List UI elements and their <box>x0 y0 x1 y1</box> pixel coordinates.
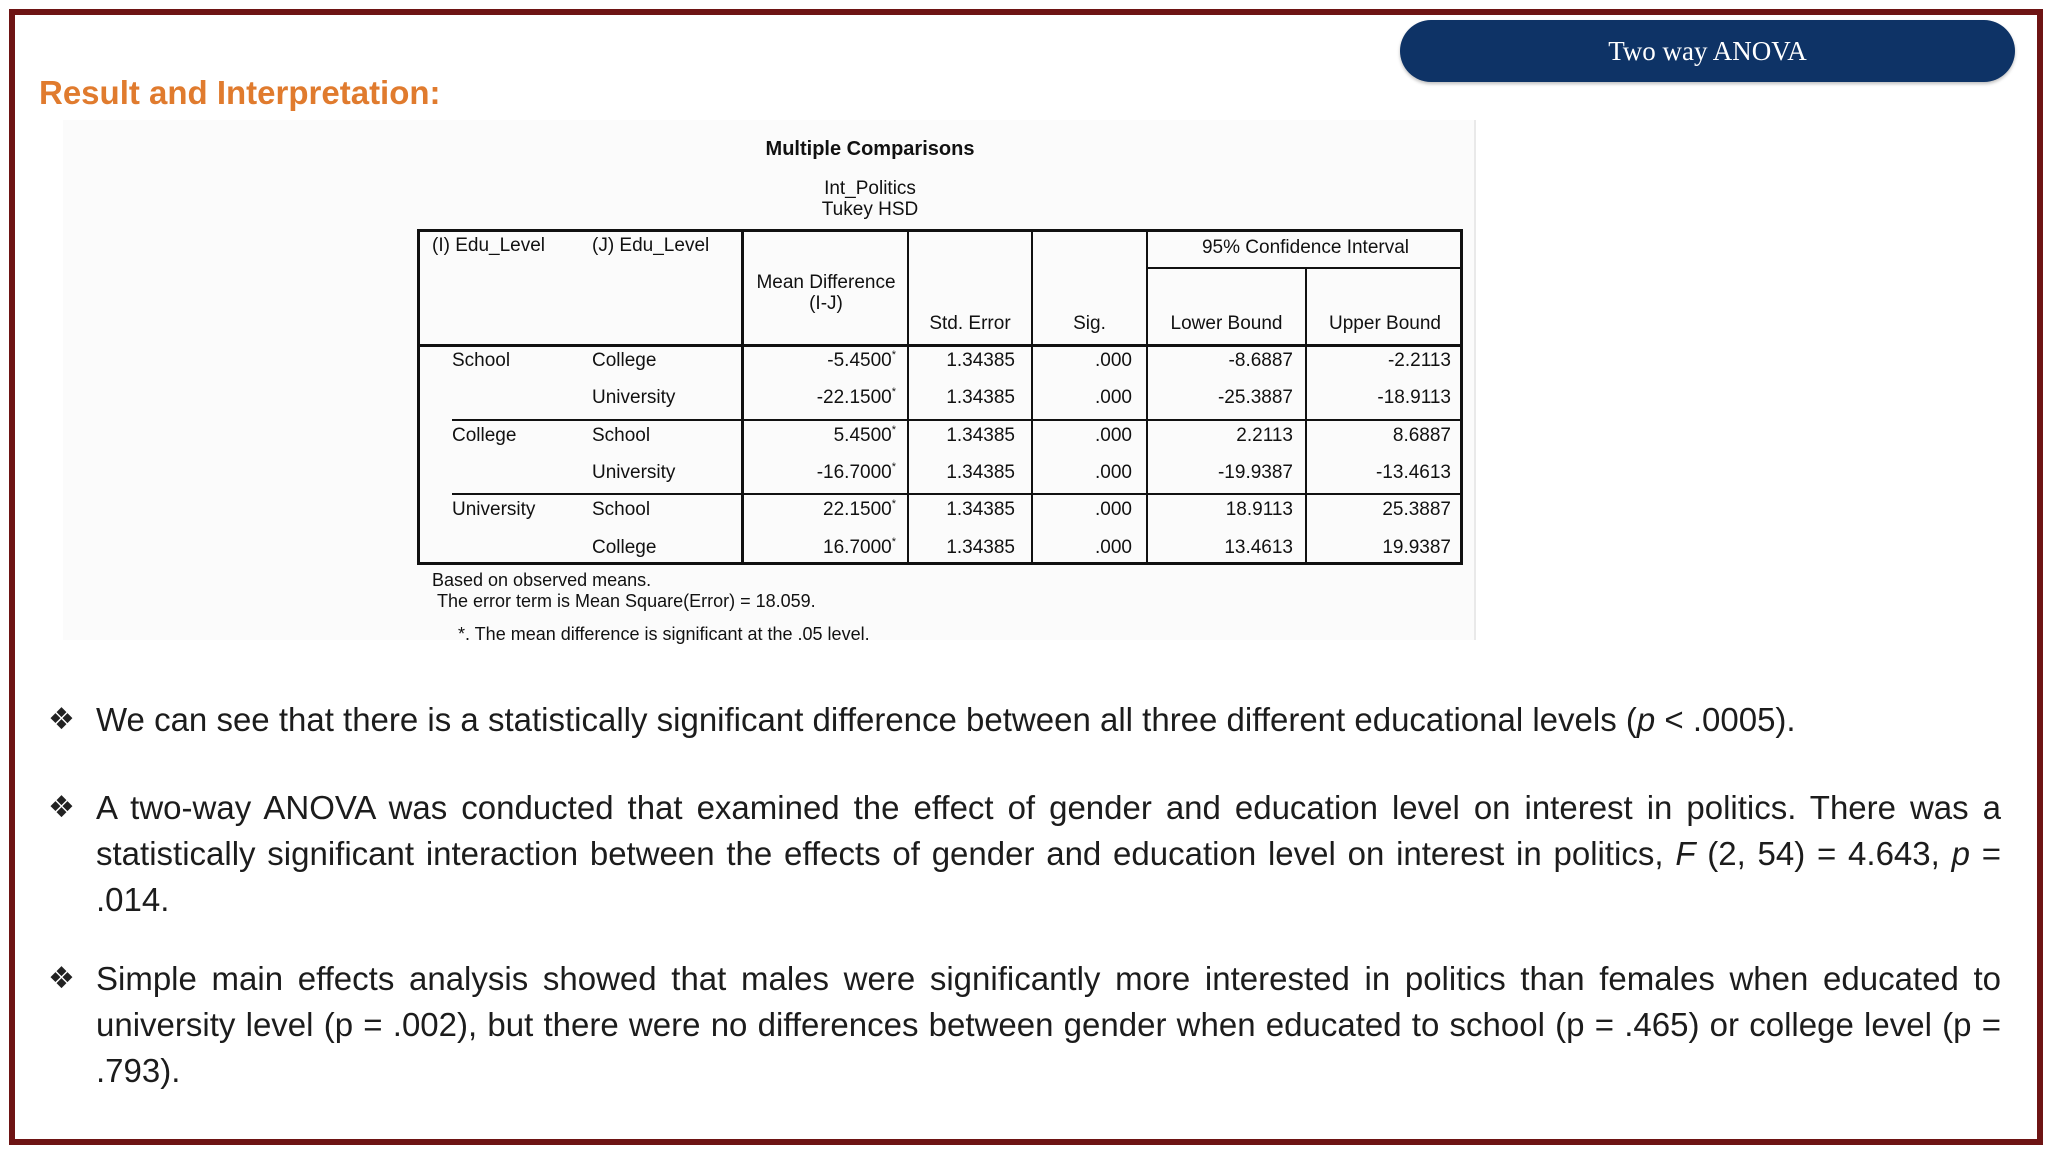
cell-j-level: College <box>592 537 657 558</box>
bullet-text: We can see that there is a statistically significant difference between all three different educational levels (p < .0005). <box>96 701 1796 738</box>
cell-lower-bound: -8.6887 <box>1228 350 1293 371</box>
cell-sig: .000 <box>1095 425 1132 446</box>
slide-title: Two way ANOVA <box>1608 35 1807 66</box>
diamond-bullet-icon: ❖ <box>48 791 75 824</box>
table-note: The error term is Mean Square(Error) = 18.059. <box>437 591 816 611</box>
header-i-level: (I) Edu_Level <box>432 235 546 256</box>
cell-std-error: 1.34385 <box>946 499 1015 520</box>
cell-mean-difference: 22.1500* <box>823 498 896 520</box>
multiple-comparisons-table <box>417 229 1463 565</box>
cell-sig: .000 <box>1095 462 1132 483</box>
test-name: Tukey HSD <box>821 199 919 220</box>
table-divider <box>741 232 744 562</box>
cell-lower-bound: 13.4613 <box>1224 537 1293 558</box>
bullet-text: A two-way ANOVA was conducted that examined the effect of gender and education level on interest in politics. There was a statistically significant interaction between the effects of gender and education level on interest in politics, F (2, 54) = 4.643, p = .014. <box>96 789 2001 918</box>
cell-std-error: 1.34385 <box>946 350 1015 371</box>
header-lower-bound: Lower Bound <box>1170 313 1283 334</box>
dependent-variable: Int_Politics <box>824 178 916 199</box>
header-std-error: Std. Error <box>929 313 1011 334</box>
cell-upper-bound: 8.6887 <box>1392 425 1451 446</box>
cell-i-level: School <box>452 350 511 371</box>
cell-std-error: 1.34385 <box>946 462 1015 483</box>
cell-std-error: 1.34385 <box>946 425 1015 446</box>
significance-marker: * <box>891 386 896 398</box>
slide-title-pill <box>1400 20 2015 82</box>
diamond-bullet-icon: ❖ <box>48 962 75 995</box>
significance-marker: * <box>891 536 896 548</box>
cell-sig: .000 <box>1095 387 1132 408</box>
cell-upper-bound: -2.2113 <box>1387 350 1451 371</box>
cell-lower-bound: -25.3887 <box>1217 387 1293 408</box>
cell-mean-difference: -22.1500* <box>816 386 896 408</box>
table-divider <box>1146 267 1463 269</box>
cell-j-level: School <box>592 499 651 520</box>
cell-sig: .000 <box>1095 537 1132 558</box>
cell-j-level: University <box>592 462 676 483</box>
cell-upper-bound: 25.3887 <box>1382 499 1451 520</box>
cell-sig: .000 <box>1095 499 1132 520</box>
cell-lower-bound: 18.9113 <box>1225 499 1293 520</box>
cell-std-error: 1.34385 <box>946 537 1015 558</box>
cell-lower-bound: -19.9387 <box>1217 462 1293 483</box>
header-j-level: (J) Edu_Level <box>592 235 710 256</box>
cell-upper-bound: 19.9387 <box>1382 537 1451 558</box>
cell-lower-bound: 2.2113 <box>1236 425 1293 446</box>
cell-mean-difference: -16.7000* <box>816 461 896 483</box>
table-divider <box>452 493 1463 495</box>
cell-j-level: College <box>592 350 657 371</box>
cell-j-level: School <box>592 425 651 446</box>
header-confidence-interval: 95% Confidence Interval <box>1201 237 1409 258</box>
bullet-point <box>48 785 2001 923</box>
significance-marker: * <box>891 498 896 510</box>
cell-j-level: University <box>592 387 676 408</box>
cell-i-level: University <box>452 499 536 520</box>
table-note: *. The mean difference is significant at the .05 level. <box>458 624 870 644</box>
bullet-point <box>48 697 2001 743</box>
table-divider <box>452 419 1463 421</box>
bullet-point <box>48 956 2001 1094</box>
significance-marker: * <box>891 349 896 361</box>
cell-mean-difference: 16.7000* <box>823 536 896 558</box>
cell-upper-bound: -13.4613 <box>1375 462 1451 483</box>
header-upper-bound: Upper Bound <box>1329 313 1441 334</box>
table-note: Based on observed means. <box>432 570 652 590</box>
significance-marker: * <box>891 424 896 436</box>
cell-std-error: 1.34385 <box>946 387 1015 408</box>
table-title: Multiple Comparisons <box>765 138 975 160</box>
cell-mean-difference: -5.4500* <box>827 349 896 371</box>
significance-marker: * <box>891 461 896 473</box>
cell-sig: .000 <box>1095 350 1132 371</box>
cell-i-level: College <box>452 425 517 446</box>
section-heading: Result and Interpretation: <box>39 74 441 111</box>
header-sig: Sig. <box>1073 313 1106 334</box>
cell-upper-bound: -18.9113 <box>1377 387 1451 408</box>
table-divider <box>420 344 1463 347</box>
diamond-bullet-icon: ❖ <box>48 703 75 736</box>
bullet-text: Simple main effects analysis showed that males were significantly more interested in politics than females when educated to university level (p = .002), but there were no differences between gender when educated to school (p = .465) or college level (p = .793). <box>96 960 2001 1089</box>
cell-mean-difference: 5.4500* <box>833 424 896 446</box>
header-mean-difference: Mean Difference (I-J) <box>756 272 896 314</box>
